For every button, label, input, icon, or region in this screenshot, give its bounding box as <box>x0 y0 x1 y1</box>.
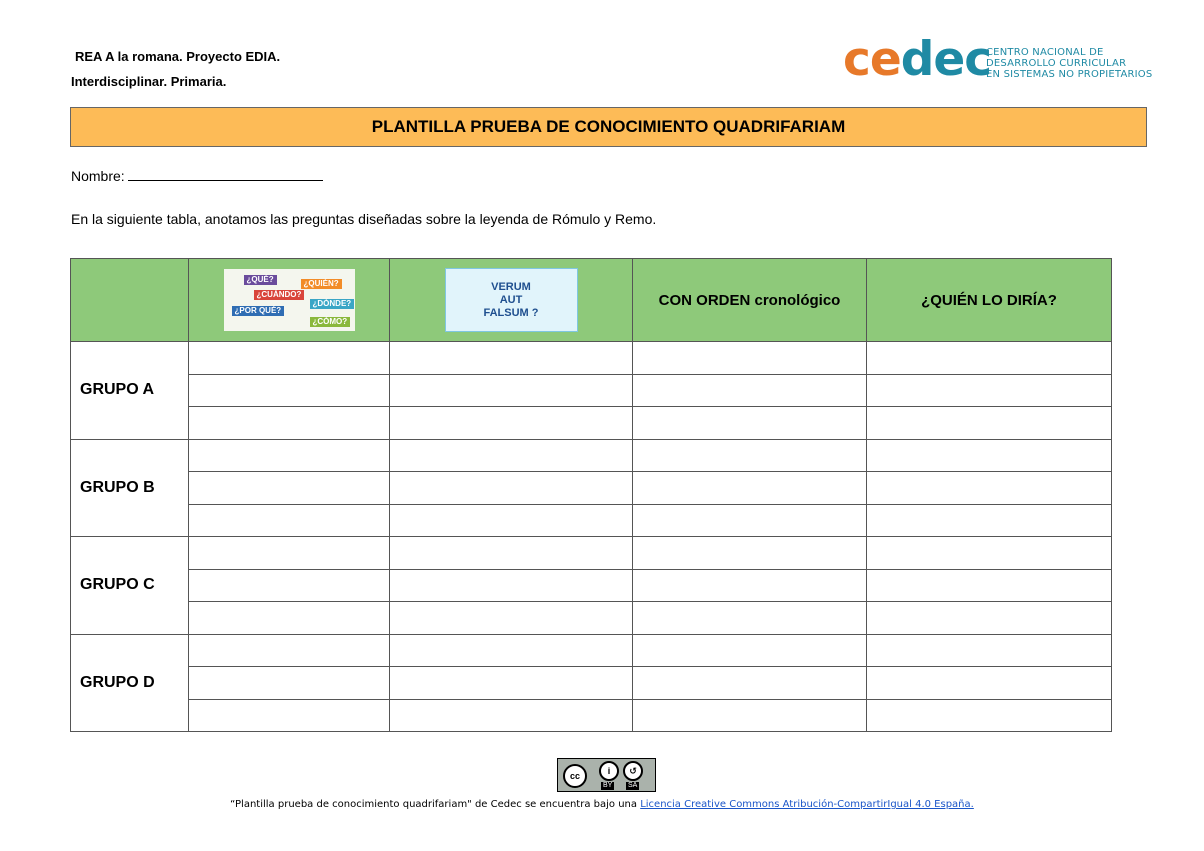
answer-cell[interactable] <box>633 374 867 407</box>
answer-cell[interactable] <box>633 342 867 375</box>
table-row <box>71 504 1112 537</box>
answer-cell[interactable] <box>390 569 633 602</box>
answer-cell[interactable] <box>633 472 867 505</box>
header-orden-cronologico: CON ORDEN cronológico <box>633 259 867 342</box>
answer-cell[interactable] <box>390 634 633 667</box>
table-row <box>71 342 1112 375</box>
answer-cell[interactable] <box>189 699 390 732</box>
answer-cell[interactable] <box>390 374 633 407</box>
answer-cell[interactable] <box>189 374 390 407</box>
answer-cell[interactable] <box>867 602 1112 635</box>
answer-cell[interactable] <box>633 537 867 570</box>
answer-cell[interactable] <box>633 602 867 635</box>
group-label: GRUPO D <box>71 634 189 732</box>
answer-cell[interactable] <box>189 504 390 537</box>
nombre-blank-line[interactable] <box>128 166 323 181</box>
questions-table <box>70 258 1112 732</box>
answer-cell[interactable] <box>189 634 390 667</box>
header-verum-image-cell <box>390 259 633 342</box>
answer-cell[interactable] <box>390 504 633 537</box>
answer-cell[interactable] <box>867 537 1112 570</box>
question-words-image: ¿QUÉ? ¿QUIÉN? ¿CUÁNDO? ¿DÓNDE? ¿POR QUÉ? ¿CÓMO? <box>224 269 355 331</box>
sa-label: SA <box>628 782 638 789</box>
answer-cell[interactable] <box>390 667 633 700</box>
license-text: “Plantilla prueba de conocimiento quadrifariam" de Cedec se encuentra bajo una <box>230 799 641 810</box>
answer-cell[interactable] <box>867 407 1112 440</box>
answer-cell[interactable] <box>867 667 1112 700</box>
answer-cell[interactable] <box>867 699 1112 732</box>
table-row <box>71 374 1112 407</box>
answer-cell[interactable] <box>633 634 867 667</box>
header-empty-cell <box>71 259 189 342</box>
answer-cell[interactable] <box>633 407 867 440</box>
sa-icon: ↺ <box>623 761 643 781</box>
group-label: GRUPO A <box>71 342 189 440</box>
answer-cell[interactable] <box>390 537 633 570</box>
answer-cell[interactable] <box>867 439 1112 472</box>
table-row <box>71 699 1112 732</box>
table-row <box>71 537 1112 570</box>
answer-cell[interactable] <box>867 374 1112 407</box>
table-row <box>71 439 1112 472</box>
table-row <box>71 634 1112 667</box>
project-subtitle: Interdisciplinar. Primaria. <box>71 74 227 89</box>
answer-cell[interactable] <box>633 504 867 537</box>
answer-cell[interactable] <box>867 342 1112 375</box>
project-title: REA A la romana. Proyecto EDIA. <box>75 49 281 64</box>
table-header-row <box>71 259 1112 342</box>
answer-cell[interactable] <box>390 472 633 505</box>
answer-cell[interactable] <box>390 407 633 440</box>
answer-cell[interactable] <box>189 342 390 375</box>
table-row <box>71 667 1112 700</box>
answer-cell[interactable] <box>189 667 390 700</box>
table-row <box>71 407 1112 440</box>
answer-cell[interactable] <box>390 602 633 635</box>
answer-cell[interactable] <box>633 667 867 700</box>
cc-icon: cc <box>563 764 587 788</box>
by-label: BY <box>603 782 613 789</box>
answer-cell[interactable] <box>189 569 390 602</box>
table-row <box>71 569 1112 602</box>
answer-cell[interactable] <box>867 634 1112 667</box>
answer-cell[interactable] <box>390 699 633 732</box>
answer-cell[interactable] <box>867 504 1112 537</box>
intro-text: En la siguiente tabla, anotamos las preguntas diseñadas sobre la leyenda de Rómulo y Remo. <box>71 211 657 227</box>
group-label: GRUPO C <box>71 537 189 635</box>
license-footer <box>0 799 1204 810</box>
answer-cell[interactable] <box>633 699 867 732</box>
group-label: GRUPO B <box>71 439 189 537</box>
cedec-logo: cedec CENTRO NACIONAL DE DESARROLLO CURRICULAR EN SISTEMAS NO PROPIETARIOS <box>843 32 1153 87</box>
answer-cell[interactable] <box>189 407 390 440</box>
header-quien-lo-diria: ¿QUIÉN LO DIRÍA? <box>867 259 1112 342</box>
answer-cell[interactable] <box>189 472 390 505</box>
nombre-label: Nombre: <box>71 168 125 184</box>
answer-cell[interactable] <box>867 569 1112 602</box>
page-title: PLANTILLA PRUEBA DE CONOCIMIENTO QUADRIFARIAM <box>70 107 1147 147</box>
answer-cell[interactable] <box>189 602 390 635</box>
answer-cell[interactable] <box>867 472 1112 505</box>
license-link[interactable]: Licencia Creative Commons Atribución-CompartirIgual 4.0 España. <box>640 799 974 810</box>
table-row <box>71 472 1112 505</box>
answer-cell[interactable] <box>633 439 867 472</box>
by-icon: i <box>599 761 619 781</box>
answer-cell[interactable] <box>189 537 390 570</box>
table-row <box>71 602 1112 635</box>
nombre-field[interactable] <box>71 166 323 184</box>
header-questions-image-cell <box>189 259 390 342</box>
verum-aut-falsum-image: VERUM AUT FALSUM ? <box>445 268 578 332</box>
answer-cell[interactable] <box>390 439 633 472</box>
answer-cell[interactable] <box>189 439 390 472</box>
answer-cell[interactable] <box>390 342 633 375</box>
cc-by-sa-badge[interactable] <box>557 758 656 792</box>
answer-cell[interactable] <box>633 569 867 602</box>
